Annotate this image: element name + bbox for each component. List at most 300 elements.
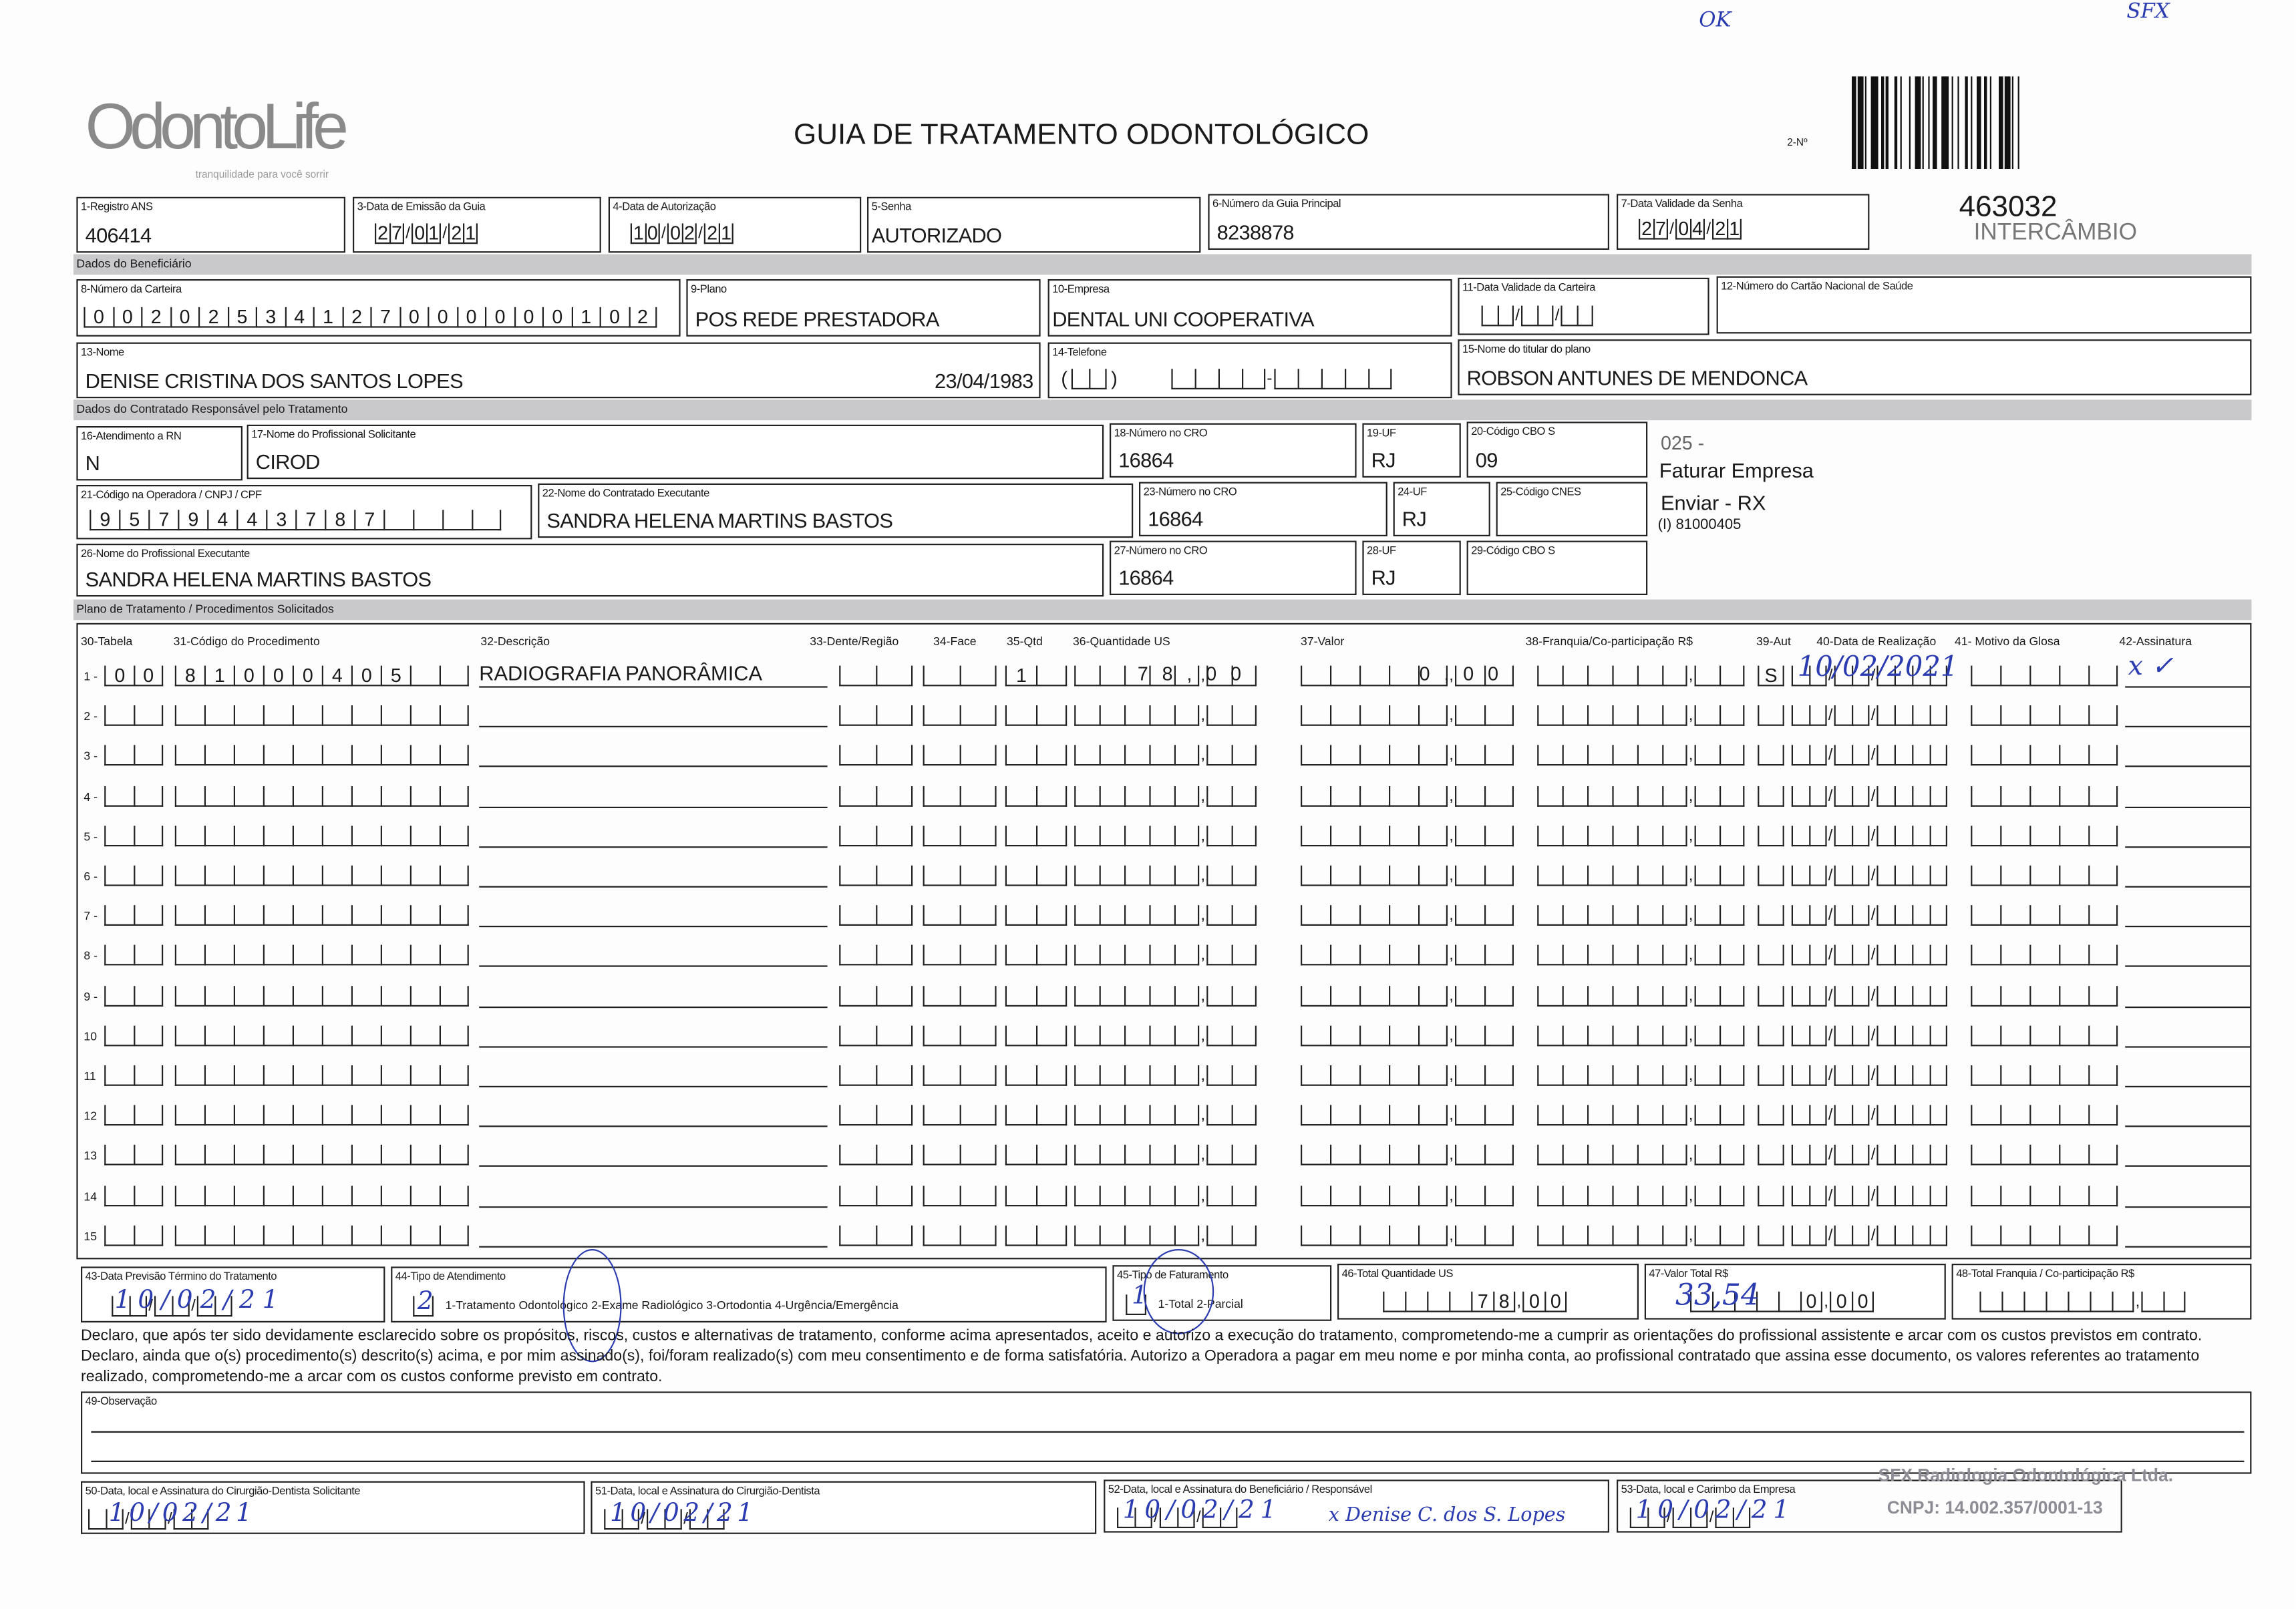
digit-cell bbox=[1484, 745, 1514, 766]
procedure-row bbox=[78, 860, 2251, 889]
cell-valor[interactable] bbox=[1301, 904, 1514, 926]
digit-cell bbox=[381, 1105, 410, 1126]
cell-franquia[interactable] bbox=[1537, 944, 1744, 966]
cell-face[interactable] bbox=[923, 1064, 997, 1086]
cell-franquia[interactable] bbox=[1537, 1224, 1744, 1246]
senha-value[interactable]: AUTORIZADO bbox=[871, 223, 1002, 247]
digit-cell bbox=[440, 1105, 469, 1126]
digit-cell bbox=[960, 1225, 997, 1246]
cell-franquia[interactable] bbox=[1537, 984, 1744, 1006]
cell-face[interactable] bbox=[923, 1143, 997, 1166]
cell-data[interactable] bbox=[1792, 1224, 1947, 1246]
cell-motivo[interactable] bbox=[1971, 1143, 2118, 1166]
cell-aut[interactable] bbox=[1758, 944, 1784, 966]
plano-value[interactable]: POS REDE PRESTADORA bbox=[695, 307, 939, 331]
column-header: 39-Aut bbox=[1756, 635, 1791, 649]
validade-carteira-value[interactable] bbox=[1482, 304, 1593, 326]
cell-qtd[interactable] bbox=[1005, 664, 1067, 686]
digit-cell bbox=[1484, 906, 1514, 926]
field-nome bbox=[76, 343, 1040, 399]
cell-franquia[interactable] bbox=[1537, 744, 1744, 766]
cell-aut[interactable] bbox=[1758, 704, 1784, 726]
cell-dente[interactable] bbox=[839, 944, 913, 966]
cell-valor[interactable] bbox=[1301, 664, 1514, 686]
digit-cell bbox=[1695, 1145, 1719, 1166]
cell-motivo[interactable] bbox=[1971, 1104, 2118, 1126]
uf-19-value[interactable]: RJ bbox=[1371, 448, 1396, 472]
cell-valor[interactable] bbox=[1301, 1064, 1514, 1086]
cell-assinatura[interactable] bbox=[2125, 686, 2250, 687]
digit-cell bbox=[1637, 826, 1662, 846]
cell-codigo[interactable] bbox=[175, 1104, 469, 1126]
cell-descricao[interactable] bbox=[479, 1166, 827, 1167]
cell-descricao[interactable] bbox=[479, 661, 827, 687]
cell-motivo[interactable] bbox=[1971, 984, 2118, 1006]
cell-valor[interactable] bbox=[1301, 744, 1514, 766]
cell-codigo[interactable] bbox=[175, 784, 469, 806]
cell-data[interactable] bbox=[1792, 984, 1947, 1006]
registro-ans-value[interactable]: 406414 bbox=[85, 223, 152, 247]
cell-aut[interactable] bbox=[1758, 744, 1784, 766]
cro-23-value[interactable]: 16864 bbox=[1148, 507, 1203, 531]
cell-franquia[interactable] bbox=[1537, 864, 1744, 886]
cell-us[interactable] bbox=[1074, 1143, 1257, 1166]
cell-us[interactable] bbox=[1074, 1224, 1257, 1246]
digit-cell bbox=[1498, 306, 1514, 327]
cell-valor[interactable] bbox=[1301, 1024, 1514, 1046]
cell-us[interactable] bbox=[1074, 664, 1257, 686]
digit-cell bbox=[1124, 985, 1149, 1006]
cell-descricao[interactable] bbox=[479, 966, 827, 967]
cell-descricao[interactable] bbox=[479, 806, 827, 808]
cbo-29-label: 29-Código CBO S bbox=[1471, 544, 1555, 557]
cell-aut[interactable] bbox=[1758, 1224, 1784, 1246]
section-plano bbox=[73, 600, 2251, 620]
cell-valor[interactable] bbox=[1301, 824, 1514, 846]
cell-assinatura[interactable] bbox=[2125, 726, 2250, 727]
cell-descricao[interactable] bbox=[479, 1126, 827, 1127]
atendimento-rn-value[interactable]: N bbox=[85, 451, 100, 475]
cell-qtd[interactable] bbox=[1005, 1143, 1067, 1166]
cell-descricao[interactable] bbox=[479, 1246, 827, 1247]
cell-qtd[interactable] bbox=[1005, 944, 1067, 966]
cell-us[interactable] bbox=[1074, 784, 1257, 806]
digit-cell bbox=[1758, 745, 1784, 766]
cell-tabela[interactable] bbox=[104, 864, 163, 886]
digit-cell bbox=[1930, 1105, 1947, 1126]
cell-data[interactable] bbox=[1792, 1143, 1947, 1166]
cell-tabela[interactable] bbox=[104, 1024, 163, 1046]
digit-cell bbox=[1637, 785, 1662, 806]
cell-tabela[interactable] bbox=[104, 904, 163, 926]
cell-qtd[interactable] bbox=[1005, 1024, 1067, 1046]
cell-data[interactable] bbox=[1792, 904, 1947, 926]
cell-face[interactable] bbox=[923, 744, 997, 766]
digit-cell bbox=[351, 866, 381, 886]
cell-dente[interactable] bbox=[839, 1104, 913, 1126]
row-number: 13 bbox=[84, 1149, 97, 1164]
validade-senha-value[interactable] bbox=[1639, 218, 1742, 240]
cell-valor[interactable] bbox=[1301, 784, 1514, 806]
digit-cell bbox=[1124, 945, 1149, 966]
cell-codigo[interactable] bbox=[175, 904, 469, 926]
digit-cell bbox=[1637, 745, 1662, 766]
cell-valor[interactable] bbox=[1301, 1224, 1514, 1246]
cell-valor[interactable] bbox=[1301, 1143, 1514, 1166]
total-us-value[interactable] bbox=[1383, 1290, 1567, 1312]
cell-qtd[interactable] bbox=[1005, 744, 1067, 766]
cell-descricao[interactable] bbox=[479, 1046, 827, 1047]
cell-franquia[interactable] bbox=[1537, 1184, 1744, 1206]
cell-codigo[interactable] bbox=[175, 824, 469, 846]
cell-tabela[interactable] bbox=[104, 744, 163, 766]
cell-codigo[interactable] bbox=[175, 1184, 469, 1206]
cell-aut[interactable] bbox=[1758, 984, 1784, 1006]
cell-assinatura[interactable] bbox=[2125, 1246, 2250, 1247]
observacao-line bbox=[91, 1461, 2244, 1462]
digit-cell bbox=[1792, 785, 1809, 806]
cell-tabela[interactable] bbox=[104, 1143, 163, 1166]
digit-cell bbox=[1301, 906, 1330, 926]
cro-23-label: 23-Número no CRO bbox=[1143, 485, 1237, 498]
cell-aut[interactable] bbox=[1758, 1184, 1784, 1206]
cell-franquia[interactable] bbox=[1537, 904, 1744, 926]
digit-cell bbox=[1852, 826, 1869, 846]
cell-assinatura[interactable] bbox=[2125, 1126, 2250, 1127]
cell-dente[interactable] bbox=[839, 1143, 913, 1166]
digit-cell bbox=[2059, 1225, 2088, 1246]
digit-cell bbox=[1005, 906, 1036, 926]
digit-cell bbox=[1124, 1145, 1149, 1166]
assinatura-dentista-label: 51-Data, local e Assinatura do Cirurgião-Dentista bbox=[595, 1484, 820, 1497]
digit-cell bbox=[1695, 785, 1719, 806]
digit-cell bbox=[1877, 1225, 1895, 1246]
cell-face[interactable] bbox=[923, 824, 997, 846]
telefone-number[interactable] bbox=[1171, 367, 1391, 389]
uf-28-value[interactable]: RJ bbox=[1371, 566, 1396, 590]
nome-value[interactable]: DENISE CRISTINA DOS SANTOS LOPES bbox=[85, 369, 464, 393]
cell-us[interactable] bbox=[1074, 744, 1257, 766]
cell-dente[interactable] bbox=[839, 784, 913, 806]
cell-tabela[interactable] bbox=[104, 984, 163, 1006]
digit-cell bbox=[1149, 785, 1174, 806]
numero-carteira-value[interactable] bbox=[84, 306, 657, 328]
cell-descricao[interactable] bbox=[479, 1206, 827, 1207]
cell-valor[interactable] bbox=[1301, 864, 1514, 886]
digit-cell bbox=[2000, 866, 2029, 886]
digit-cell bbox=[1612, 1025, 1637, 1046]
codigo-operadora-value[interactable] bbox=[90, 508, 501, 530]
cell-assinatura[interactable] bbox=[2125, 886, 2250, 888]
cell-face[interactable] bbox=[923, 664, 997, 686]
cell-assinatura[interactable] bbox=[2125, 1206, 2250, 1207]
cell-assinatura[interactable] bbox=[2125, 846, 2250, 848]
cell-data[interactable] bbox=[1792, 944, 1947, 966]
contratado-executante-value[interactable]: SANDRA HELENA MARTINS BASTOS bbox=[546, 508, 893, 532]
cell-aut[interactable] bbox=[1758, 1104, 1784, 1126]
uf-24-value[interactable]: RJ bbox=[1402, 507, 1427, 531]
cell-qtd[interactable] bbox=[1005, 984, 1067, 1006]
cell-data[interactable] bbox=[1792, 704, 1947, 726]
digit-cell bbox=[923, 826, 960, 846]
cell-assinatura[interactable] bbox=[2125, 966, 2250, 967]
barcode-bar bbox=[1983, 76, 1987, 169]
digit-cell bbox=[381, 985, 410, 1006]
cell-assinatura[interactable] bbox=[2125, 926, 2250, 927]
cro-18-value[interactable]: 16864 bbox=[1118, 448, 1174, 472]
cell-face[interactable] bbox=[923, 904, 997, 926]
cell-franquia[interactable] bbox=[1537, 784, 1744, 806]
cell-motivo[interactable] bbox=[1971, 904, 2118, 926]
digit-cell bbox=[839, 705, 876, 726]
data-autorizacao-value[interactable] bbox=[631, 222, 733, 244]
cell-aut[interactable] bbox=[1758, 1024, 1784, 1046]
cell-face[interactable] bbox=[923, 1024, 997, 1046]
cell-tabela[interactable] bbox=[104, 944, 163, 966]
cell-tabela[interactable] bbox=[104, 1104, 163, 1126]
cell-dente[interactable] bbox=[839, 864, 913, 886]
cell-dente[interactable] bbox=[839, 744, 913, 766]
digit-cell bbox=[322, 1145, 351, 1166]
separator bbox=[1687, 745, 1695, 766]
cell-us[interactable] bbox=[1074, 704, 1257, 726]
separator bbox=[1827, 826, 1834, 846]
cell-us[interactable] bbox=[1074, 1104, 1257, 1126]
telefone-ddd[interactable] bbox=[1072, 367, 1107, 389]
cell-descricao[interactable] bbox=[479, 1006, 827, 1007]
cell-face[interactable] bbox=[923, 1224, 997, 1246]
cell-face[interactable] bbox=[923, 984, 997, 1006]
cell-codigo[interactable] bbox=[175, 1064, 469, 1086]
digit-cell bbox=[1330, 866, 1359, 886]
cell-us[interactable] bbox=[1074, 904, 1257, 926]
cell-qtd[interactable] bbox=[1005, 1224, 1067, 1246]
cell-descricao[interactable] bbox=[479, 886, 827, 888]
cell-us[interactable] bbox=[1074, 984, 1257, 1006]
digit-cell bbox=[1912, 1186, 1929, 1206]
cell-tabela[interactable] bbox=[104, 1224, 163, 1246]
cell-motivo[interactable] bbox=[1971, 704, 2118, 726]
cell-us[interactable] bbox=[1074, 864, 1257, 886]
cell-assinatura[interactable] bbox=[2125, 1006, 2250, 1007]
cell-data[interactable] bbox=[1792, 1064, 1947, 1086]
field-validade-senha bbox=[1617, 194, 1869, 250]
cell-motivo[interactable] bbox=[1971, 784, 2118, 806]
cell-motivo[interactable] bbox=[1971, 744, 2118, 766]
cell-qtd[interactable] bbox=[1005, 904, 1067, 926]
cell-dente[interactable] bbox=[839, 824, 913, 846]
cell-assinatura[interactable] bbox=[2125, 806, 2250, 808]
cell-us[interactable] bbox=[1074, 944, 1257, 966]
cell-valor[interactable] bbox=[1301, 984, 1514, 1006]
cell-face[interactable] bbox=[923, 1104, 997, 1126]
cell-codigo[interactable] bbox=[175, 704, 469, 726]
cell-data[interactable] bbox=[1792, 1104, 1947, 1126]
separator bbox=[1687, 1105, 1695, 1126]
cell-aut[interactable] bbox=[1758, 1143, 1784, 1166]
cell-aut[interactable] bbox=[1758, 784, 1784, 806]
cell-franquia[interactable] bbox=[1537, 1104, 1744, 1126]
cell-descricao[interactable] bbox=[479, 1086, 827, 1087]
cell-aut[interactable] bbox=[1758, 824, 1784, 846]
digit-cell bbox=[1912, 866, 1929, 886]
cell-assinatura[interactable] bbox=[2125, 1046, 2250, 1047]
digit-cell bbox=[88, 1509, 106, 1530]
cell-qtd[interactable] bbox=[1005, 704, 1067, 726]
cell-dente[interactable] bbox=[839, 704, 913, 726]
separator bbox=[1827, 1186, 1834, 1206]
cell-descricao[interactable] bbox=[479, 926, 827, 927]
cell-dente[interactable] bbox=[839, 1024, 913, 1046]
digit-cell bbox=[234, 1105, 263, 1126]
cell-us[interactable] bbox=[1074, 1184, 1257, 1206]
separator bbox=[1827, 1145, 1834, 1166]
cell-motivo[interactable] bbox=[1971, 864, 2118, 886]
cell-qtd[interactable] bbox=[1005, 1184, 1067, 1206]
cell-aut[interactable] bbox=[1758, 864, 1784, 886]
digit-cell bbox=[1206, 745, 1231, 766]
digit-cell bbox=[1124, 906, 1149, 926]
cell-dente[interactable] bbox=[839, 1184, 913, 1206]
cell-assinatura[interactable] bbox=[2125, 1166, 2250, 1167]
cell-motivo[interactable] bbox=[1971, 1184, 2118, 1206]
cell-face[interactable] bbox=[923, 1184, 997, 1206]
cell-qtd[interactable] bbox=[1005, 1064, 1067, 1086]
cell-us[interactable] bbox=[1074, 1064, 1257, 1086]
cell-tabela[interactable] bbox=[104, 824, 163, 846]
cell-face[interactable] bbox=[923, 944, 997, 966]
cell-qtd[interactable] bbox=[1005, 1104, 1067, 1126]
digit-cell bbox=[1809, 985, 1826, 1006]
separator bbox=[1448, 906, 1455, 926]
cell-codigo[interactable] bbox=[175, 864, 469, 886]
cell-motivo[interactable] bbox=[1971, 664, 2118, 686]
cell-motivo[interactable] bbox=[1971, 1064, 2118, 1086]
atendimento-rn-label: 16-Atendimento a RN bbox=[81, 429, 182, 443]
profissional-solicitante-value[interactable]: CIROD bbox=[255, 450, 320, 474]
cell-codigo[interactable] bbox=[175, 1224, 469, 1246]
cell-valor[interactable] bbox=[1301, 944, 1514, 966]
digit-cell bbox=[876, 1105, 913, 1126]
cell-aut[interactable] bbox=[1758, 1064, 1784, 1086]
digit-cell bbox=[175, 1105, 204, 1126]
cell-assinatura[interactable] bbox=[2125, 766, 2250, 767]
cell-codigo[interactable] bbox=[175, 984, 469, 1006]
empresa-value[interactable]: DENTAL UNI COOPERATIVA bbox=[1052, 307, 1314, 331]
digit-cell bbox=[1036, 906, 1067, 926]
cell-valor[interactable] bbox=[1301, 1184, 1514, 1206]
cell-codigo[interactable] bbox=[175, 664, 469, 686]
cell-codigo[interactable] bbox=[175, 944, 469, 966]
cell-franquia[interactable] bbox=[1537, 1143, 1744, 1166]
cell-face[interactable] bbox=[923, 704, 997, 726]
cell-tabela[interactable] bbox=[104, 1064, 163, 1086]
cell-franquia[interactable] bbox=[1537, 1024, 1744, 1046]
cell-data[interactable] bbox=[1792, 744, 1947, 766]
cell-valor[interactable] bbox=[1301, 704, 1514, 726]
cell-qtd[interactable] bbox=[1005, 824, 1067, 846]
cell-face[interactable] bbox=[923, 784, 997, 806]
cell-qtd[interactable] bbox=[1005, 784, 1067, 806]
cell-us[interactable] bbox=[1074, 824, 1257, 846]
digit-cell bbox=[383, 510, 413, 530]
cell-descricao[interactable] bbox=[479, 846, 827, 848]
data-emissao-value[interactable] bbox=[375, 222, 478, 244]
cbo-20-value[interactable]: 09 bbox=[1475, 448, 1498, 472]
cell-aut[interactable] bbox=[1758, 664, 1784, 686]
barcode-bar bbox=[2012, 76, 2014, 169]
digit-cell bbox=[1174, 1065, 1199, 1086]
digit-cell bbox=[1912, 1145, 1929, 1166]
cell-motivo[interactable] bbox=[1971, 1024, 2118, 1046]
digit-cell bbox=[1930, 1025, 1947, 1046]
digit-cell bbox=[2088, 826, 2118, 846]
assinatura-dentista-hand: 10/02/21 bbox=[610, 1499, 758, 1528]
cell-data[interactable] bbox=[1792, 1024, 1947, 1046]
cell-tabela[interactable] bbox=[104, 664, 163, 686]
cell-motivo[interactable] bbox=[1971, 824, 2118, 846]
cell-franquia[interactable] bbox=[1537, 704, 1744, 726]
total-franquia-value[interactable] bbox=[1979, 1290, 2185, 1312]
cell-motivo[interactable] bbox=[1971, 1224, 2118, 1246]
cell-descricao[interactable] bbox=[479, 766, 827, 767]
cell-descricao[interactable] bbox=[479, 726, 827, 727]
cell-us[interactable] bbox=[1074, 1024, 1257, 1046]
cell-franquia[interactable] bbox=[1537, 824, 1744, 846]
digit-cell bbox=[1877, 1065, 1895, 1086]
cell-codigo[interactable] bbox=[175, 1024, 469, 1046]
cell-codigo[interactable] bbox=[175, 1143, 469, 1166]
digit-cell bbox=[381, 1186, 410, 1206]
digit-cell bbox=[1912, 1225, 1929, 1246]
cell-dente[interactable] bbox=[839, 904, 913, 926]
cell-tabela[interactable] bbox=[104, 784, 163, 806]
digit-cell bbox=[1206, 1065, 1231, 1086]
cell-dente[interactable] bbox=[839, 984, 913, 1006]
cell-dente[interactable] bbox=[839, 664, 913, 686]
digit-cell bbox=[1174, 945, 1199, 966]
digit-cell bbox=[293, 1186, 322, 1206]
digit-cell bbox=[2059, 826, 2088, 846]
titular-plano-value[interactable]: ROBSON ANTUNES DE MENDONCA bbox=[1466, 365, 1808, 389]
cell-data[interactable] bbox=[1792, 864, 1947, 886]
cell-franquia[interactable] bbox=[1537, 1064, 1744, 1086]
cell-face[interactable] bbox=[923, 864, 997, 886]
cell-data[interactable] bbox=[1792, 784, 1947, 806]
digit-cell bbox=[1359, 1105, 1389, 1126]
cell-valor[interactable] bbox=[1301, 1104, 1514, 1126]
digit-cell bbox=[1232, 1225, 1257, 1246]
cell-data[interactable] bbox=[1792, 1184, 1947, 1206]
field-observacao[interactable] bbox=[81, 1391, 2251, 1473]
digit-cell bbox=[1074, 1105, 1099, 1126]
separator bbox=[1705, 219, 1712, 240]
cell-data[interactable] bbox=[1792, 824, 1947, 846]
cell-dente[interactable] bbox=[839, 1224, 913, 1246]
cell-qtd[interactable] bbox=[1005, 864, 1067, 886]
cell-codigo[interactable] bbox=[175, 744, 469, 766]
cell-assinatura[interactable] bbox=[2125, 1086, 2250, 1087]
cell-tabela[interactable] bbox=[104, 704, 163, 726]
cell-dente[interactable] bbox=[839, 1064, 913, 1086]
cro-27-value[interactable]: 16864 bbox=[1118, 566, 1174, 590]
cell-franquia[interactable] bbox=[1537, 664, 1744, 686]
cell-tabela[interactable] bbox=[104, 1184, 163, 1206]
cell-motivo[interactable] bbox=[1971, 944, 2118, 966]
profissional-executante-value[interactable]: SANDRA HELENA MARTINS BASTOS bbox=[85, 567, 432, 591]
cell-aut[interactable] bbox=[1758, 904, 1784, 926]
guia-principal-value[interactable]: 8238878 bbox=[1216, 220, 1294, 244]
